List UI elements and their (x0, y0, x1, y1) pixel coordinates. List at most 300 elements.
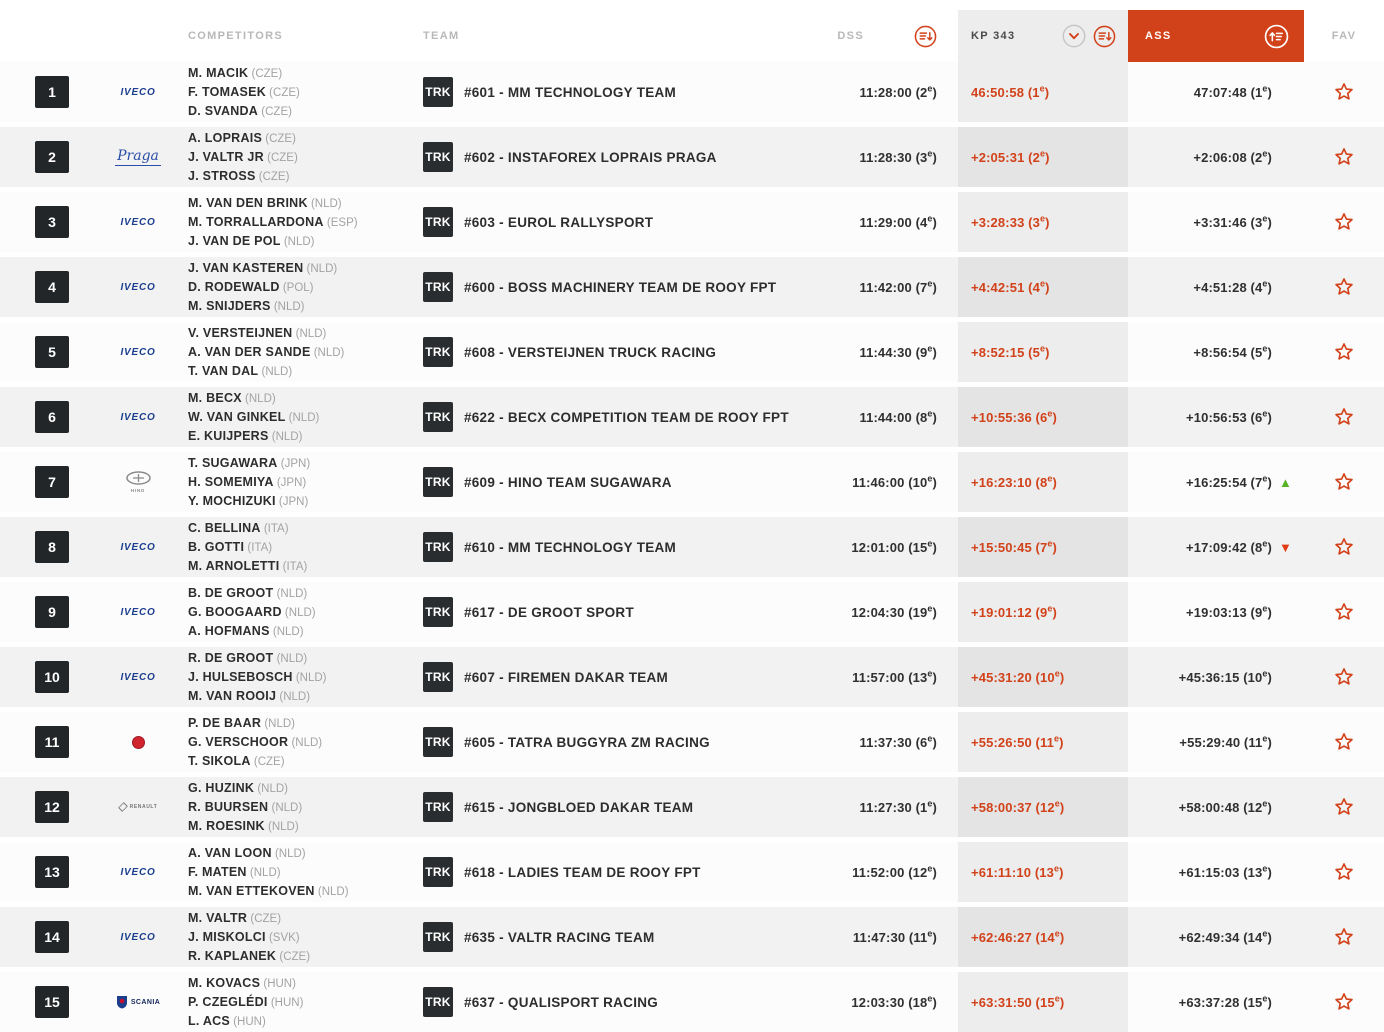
dss-time: 11:37:30 (6e) (859, 733, 937, 750)
dss-time: 11:47:30 (11e) (852, 928, 937, 945)
competitor-line (188, 427, 302, 446)
star-icon (1333, 731, 1355, 753)
star-icon (1333, 666, 1355, 688)
kp-sort-icon (1093, 25, 1116, 48)
competitor-name: P. DE BAAR (188, 715, 262, 730)
ranking-row[interactable] (0, 712, 1384, 772)
team-cell (423, 452, 823, 512)
rank-cell (0, 387, 88, 447)
rank-badge: 11 (35, 726, 69, 758)
competitor-line (188, 102, 292, 121)
team-cell (423, 192, 823, 252)
kp-time-cell (958, 777, 1128, 837)
competitor-country: (NLD) (254, 782, 289, 795)
rank-badge: 8 (35, 531, 69, 563)
competitor-name: D. RODEWALD (188, 279, 280, 294)
team-name: #600 - BOSS MACHINERY TEAM DE ROOY FPT (464, 279, 777, 295)
brand-cell (88, 62, 188, 122)
competitor-line (188, 343, 344, 362)
kp-time: +62:46:27 (14e) (971, 928, 1065, 945)
competitor-name: J. STROSS (188, 168, 256, 183)
competitor-line (188, 362, 292, 381)
brand-cell (88, 257, 188, 317)
competitors-list (188, 192, 423, 252)
ass-time: +62:49:34 (14e) (1178, 928, 1272, 945)
rank-badge: 15 (35, 986, 69, 1018)
ass-time: +10:56:53 (6e) (1186, 408, 1272, 425)
ass-time-cell (1128, 972, 1304, 1032)
rank-cell (0, 322, 88, 382)
competitor-country: (JPN) (277, 457, 311, 470)
fav-cell (1304, 452, 1384, 512)
dss-time-cell (823, 257, 958, 317)
competitors-list (188, 517, 423, 577)
competitors-list (188, 712, 423, 772)
competitor-name: J. MISKOLCI (188, 929, 266, 944)
rank-badge: 14 (35, 921, 69, 953)
fav-cell (1304, 387, 1384, 447)
rank-cell (0, 62, 88, 122)
dss-time: 11:28:00 (2e) (859, 83, 937, 100)
favorite-star-button[interactable] (1331, 859, 1357, 885)
competitor-line (188, 232, 315, 251)
trend-down-icon: ▼ (1279, 539, 1292, 555)
competitor-line (188, 622, 304, 641)
trend-up-icon: ▲ (1279, 474, 1292, 490)
kp-time-cell (958, 712, 1128, 772)
competitor-country: (POL) (279, 281, 314, 294)
competitor-line (188, 519, 289, 538)
ranking-row[interactable] (0, 777, 1384, 837)
competitor-country: (NLD) (292, 327, 327, 340)
kp-time-cell (958, 257, 1128, 317)
ass-sort-button[interactable] (1264, 24, 1289, 49)
competitor-name: J. HULSEBOSCH (188, 669, 293, 684)
competitor-name: L. ACS (188, 1013, 231, 1028)
kp-dropdown-button[interactable] (1062, 24, 1086, 48)
favorite-star-button[interactable] (1331, 469, 1357, 495)
competitor-name: J. VAN KASTEREN (188, 260, 304, 275)
brand-cell (88, 517, 188, 577)
fav-cell (1304, 842, 1384, 902)
competitor-line (188, 129, 296, 148)
ass-time-cell (1128, 387, 1304, 447)
competitor-line (188, 687, 310, 706)
fav-cell (1304, 127, 1384, 187)
competitor-name: G. BOOGAARD (188, 604, 282, 619)
dss-time-cell (823, 127, 958, 187)
dss-sort-icon (914, 25, 937, 48)
brand-logo-iveco: IVECO (120, 281, 156, 293)
star-icon (1333, 536, 1355, 558)
competitor-name: M. ARNOLETTI (188, 558, 280, 573)
rank-badge: 3 (35, 206, 69, 238)
team-cell (423, 712, 823, 772)
ass-time: +55:29:40 (11e) (1179, 733, 1272, 750)
ranking-row[interactable] (0, 127, 1384, 187)
ass-time-cell (1128, 712, 1304, 772)
dss-time-cell (823, 647, 958, 707)
ranking-row[interactable] (0, 517, 1384, 577)
ass-column-label: ASS (1145, 30, 1172, 42)
competitor-line (188, 603, 316, 622)
competitor-name: M. KOVACS (188, 975, 261, 990)
competitor-line (188, 194, 342, 213)
ass-time-cell (1128, 192, 1304, 252)
kp-time: +19:01:12 (9e) (971, 603, 1057, 620)
category-badge: TRK (423, 532, 453, 562)
competitor-line (188, 668, 327, 687)
kp-sort-button[interactable] (1093, 25, 1116, 48)
dss-time-cell (823, 322, 958, 382)
competitor-country: (NLD) (258, 365, 293, 378)
ranking-row[interactable] (0, 582, 1384, 642)
kp-time: +2:05:31 (2e) (971, 148, 1050, 165)
competitor-country: (NLD) (264, 820, 299, 833)
star-icon (1333, 341, 1355, 363)
rank-badge: 5 (35, 336, 69, 368)
ass-time: +45:36:15 (10e) (1178, 668, 1272, 685)
kp-time: +3:28:33 (3e) (971, 213, 1050, 230)
dss-sort-button[interactable] (914, 25, 937, 48)
dss-time-cell (823, 517, 958, 577)
team-name: #615 - JONGBLOED DAKAR TEAM (464, 799, 694, 815)
team-name: #603 - EUROL RALLYSPORT (464, 214, 654, 230)
dss-time-cell (823, 62, 958, 122)
ass-time: +16:25:54 (7e) (1186, 473, 1272, 490)
competitor-name: M. MACIK (188, 65, 249, 80)
renault-diamond-icon (118, 802, 128, 812)
competitor-line (188, 213, 358, 232)
rank-badge: 2 (35, 141, 69, 173)
ass-time-cell (1128, 452, 1304, 512)
favorite-star-button[interactable] (1331, 274, 1357, 300)
category-badge: TRK (423, 337, 453, 367)
competitor-line (188, 817, 299, 836)
star-icon (1333, 601, 1355, 623)
competitor-name: T. VAN DAL (188, 363, 259, 378)
competitor-line (188, 863, 281, 882)
brand-cell (88, 582, 188, 642)
ranking-row[interactable] (0, 322, 1384, 382)
competitor-country: (NLD) (261, 717, 295, 730)
brand-cell (88, 712, 188, 772)
star-icon (1333, 861, 1355, 883)
category-badge: TRK (423, 272, 453, 302)
competitor-name: A. VAN LOON (188, 845, 272, 860)
ass-time-cell (1128, 582, 1304, 642)
competitor-name: F. MATEN (188, 864, 247, 879)
favorite-star-button[interactable] (1331, 989, 1357, 1015)
competitor-name: M. SNIJDERS (188, 298, 271, 313)
dss-column-label: DSS (837, 30, 864, 42)
scania-shield-icon (116, 995, 128, 1009)
dss-time-cell (823, 777, 958, 837)
competitor-name: M. VAN ROOIJ (188, 688, 277, 703)
dss-time: 11:29:00 (4e) (859, 213, 937, 230)
competitor-country: (NLD) (270, 300, 305, 313)
competitor-name: A. VAN DER SANDE (188, 344, 311, 359)
ass-time-cell (1128, 777, 1304, 837)
dss-time-cell (823, 452, 958, 512)
fav-cell (1304, 582, 1384, 642)
fav-column-label: FAV (1331, 30, 1357, 42)
favorite-star-button[interactable] (1331, 924, 1357, 950)
favorite-star-button[interactable] (1331, 664, 1357, 690)
ass-time: +61:15:03 (13e) (1178, 863, 1272, 880)
ass-time: +2:06:08 (2e) (1193, 148, 1272, 165)
competitors-list (188, 62, 423, 122)
competitor-country: (CZE) (262, 132, 296, 145)
category-badge: TRK (423, 597, 453, 627)
competitor-country: (NLD) (241, 392, 276, 405)
category-badge: TRK (423, 727, 453, 757)
favorite-star-button[interactable] (1331, 599, 1357, 625)
brand-cell (88, 777, 188, 837)
kp-time-cell (958, 127, 1128, 187)
team-cell (423, 127, 823, 187)
dss-time-cell (823, 192, 958, 252)
competitor-country: (NLD) (273, 652, 308, 665)
competitor-country: (CZE) (255, 170, 290, 183)
competitors-list (188, 647, 423, 707)
competitors-list (188, 582, 423, 642)
competitor-name: T. SUGAWARA (188, 455, 278, 470)
brand-logo-iveco: IVECO (120, 411, 156, 423)
competitor-line (188, 278, 314, 297)
rank-cell (0, 777, 88, 837)
competitor-name: M. BECX (188, 390, 242, 405)
ass-time-cell (1128, 842, 1304, 902)
fav-cell (1304, 62, 1384, 122)
competitor-line (188, 259, 337, 278)
rank-badge: 13 (35, 856, 69, 888)
fav-cell (1304, 517, 1384, 577)
competitor-line (188, 752, 285, 771)
ranking-row[interactable] (0, 452, 1384, 512)
competitor-line (188, 909, 281, 928)
rank-badge: 6 (35, 401, 69, 433)
competitor-line (188, 148, 298, 167)
competitor-line (188, 649, 307, 668)
ass-time-cell (1128, 647, 1304, 707)
ranking-row[interactable] (0, 907, 1384, 967)
ass-time-cell (1128, 127, 1304, 187)
competitor-country: (NLD) (314, 885, 349, 898)
rank-cell (0, 972, 88, 1032)
competitor-line (188, 993, 303, 1012)
competitor-country: (HUN) (230, 1015, 266, 1028)
favorite-star-button[interactable] (1331, 209, 1357, 235)
dss-time-cell (823, 712, 958, 772)
kp-time-cell (958, 192, 1128, 252)
favorite-star-button[interactable] (1331, 534, 1357, 560)
ass-time: +17:09:42 (8e) (1186, 538, 1272, 555)
rank-cell (0, 192, 88, 252)
favorite-star-button[interactable] (1331, 404, 1357, 430)
competitor-country: (NLD) (268, 801, 303, 814)
competitor-country: (NLD) (269, 625, 304, 638)
competitor-name: J. VALTR JR (188, 149, 264, 164)
ass-time: +3:31:46 (3e) (1193, 213, 1272, 230)
competitor-country: (NLD) (310, 346, 345, 359)
table-header (0, 0, 1384, 62)
brand-cell (88, 387, 188, 447)
competitor-name: W. VAN GINKEL (188, 409, 286, 424)
favorite-star-button[interactable] (1331, 79, 1357, 105)
competitor-name: J. VAN DE POL (188, 233, 281, 248)
dss-time-cell (823, 582, 958, 642)
ranking-row[interactable] (0, 192, 1384, 252)
competitor-country: (NLD) (303, 262, 338, 275)
rank-cell (0, 517, 88, 577)
competitor-line (188, 473, 306, 492)
rank-badge: 7 (35, 466, 69, 498)
ranking-row[interactable] (0, 387, 1384, 447)
team-name: #635 - VALTR RACING TEAM (464, 929, 655, 945)
team-cell (423, 777, 823, 837)
dss-time-cell (823, 972, 958, 1032)
kp-time-cell (958, 842, 1128, 902)
competitor-name: M. VALTR (188, 910, 248, 925)
star-icon (1333, 81, 1355, 103)
dss-time: 11:44:30 (9e) (859, 343, 937, 360)
competitor-country: (NLD) (292, 671, 327, 684)
team-cell (423, 972, 823, 1032)
ranking-row[interactable] (0, 257, 1384, 317)
rank-cell (0, 257, 88, 317)
brand-cell (88, 842, 188, 902)
team-cell (423, 582, 823, 642)
rank-column-header (0, 10, 88, 62)
competitor-country: (NLD) (285, 411, 320, 424)
competitor-country: (NLD) (276, 690, 311, 703)
kp-time-cell (958, 452, 1128, 512)
brand-logo-iveco: IVECO (120, 606, 156, 618)
kp-time: +61:11:10 (13e) (971, 863, 1064, 880)
brand-column-header (88, 10, 188, 62)
kp-time-cell (958, 322, 1128, 382)
ass-column-header (1128, 10, 1304, 62)
rank-cell (0, 127, 88, 187)
kp-time: +10:55:36 (6e) (971, 408, 1057, 425)
brand-logo-iveco: IVECO (120, 346, 156, 358)
kp-time: 46:50:58 (1e) (971, 83, 1050, 100)
brand-logo-iveco: IVECO (120, 671, 156, 683)
brand-cell (88, 192, 188, 252)
category-badge: TRK (423, 662, 453, 692)
competitor-country: (JPN) (273, 476, 307, 489)
brand-logo-tatra (132, 736, 145, 749)
competitor-country: (NLD) (280, 235, 315, 248)
favorite-star-button[interactable] (1331, 794, 1357, 820)
rank-cell (0, 452, 88, 512)
kp-time-cell (958, 517, 1128, 577)
competitor-country: (NLD) (268, 430, 303, 443)
brand-logo-iveco: IVECO (120, 866, 156, 878)
competitor-name: R. DE GROOT (188, 650, 274, 665)
rank-cell (0, 712, 88, 772)
kp-time-cell (958, 387, 1128, 447)
ass-time-cell (1128, 62, 1304, 122)
kp-time: +8:52:15 (5e) (971, 343, 1050, 360)
rank-cell (0, 842, 88, 902)
competitor-line (188, 83, 300, 102)
category-badge: TRK (423, 792, 453, 822)
competitor-country: (CZE) (248, 67, 283, 80)
fav-column-header (1304, 10, 1384, 62)
category-badge: TRK (423, 142, 453, 172)
competitor-country: (CZE) (250, 755, 285, 768)
competitor-name: V. VERSTEIJNEN (188, 325, 293, 340)
competitor-line (188, 584, 307, 603)
competitor-line (188, 557, 307, 576)
category-badge: TRK (423, 207, 453, 237)
ranking-row[interactable] (0, 972, 1384, 1032)
kp-time-cell (958, 62, 1128, 122)
kp-time-cell (958, 647, 1128, 707)
star-icon (1333, 276, 1355, 298)
ass-time-cell (1128, 322, 1304, 382)
category-badge: TRK (423, 402, 453, 432)
competitor-line (188, 798, 302, 817)
competitor-country: (JPN) (275, 495, 309, 508)
dss-time-cell (823, 387, 958, 447)
ass-time: +19:03:13 (9e) (1186, 603, 1272, 620)
category-badge: TRK (423, 922, 453, 952)
dss-column-header (823, 10, 958, 62)
brand-cell (88, 452, 188, 512)
ass-time: +8:56:54 (5e) (1193, 343, 1272, 360)
competitor-country: (CZE) (265, 86, 300, 99)
team-name: #622 - BECX COMPETITION TEAM DE ROOY FPT (464, 409, 789, 425)
favorite-star-button[interactable] (1331, 144, 1357, 170)
competitor-country: (ITA) (260, 522, 289, 535)
category-badge: TRK (423, 987, 453, 1017)
kp-time: +4:42:51 (4e) (971, 278, 1050, 295)
competitor-name: F. TOMASEK (188, 84, 266, 99)
brand-logo-iveco: IVECO (120, 541, 156, 553)
competitor-country: (NLD) (307, 197, 342, 210)
competitors-list (188, 777, 423, 837)
ranking-row[interactable] (0, 62, 1384, 122)
competitors-list (188, 322, 423, 382)
competitor-line (188, 733, 322, 752)
favorite-star-button[interactable] (1331, 729, 1357, 755)
fav-cell (1304, 907, 1384, 967)
competitor-line (188, 324, 326, 343)
ranking-row[interactable] (0, 842, 1384, 902)
ranking-row[interactable] (0, 647, 1384, 707)
competitor-country: (NLD) (288, 736, 323, 749)
competitor-line (188, 389, 276, 408)
dss-time: 11:42:00 (7e) (859, 278, 937, 295)
brand-logo-iveco: IVECO (120, 931, 156, 943)
favorite-star-button[interactable] (1331, 339, 1357, 365)
team-column-label: TEAM (423, 30, 460, 42)
dss-time: 12:04:30 (19e) (851, 603, 937, 620)
dss-time: 12:03:30 (18e) (851, 993, 937, 1010)
dss-time: 11:44:00 (8e) (859, 408, 937, 425)
competitors-list (188, 387, 423, 447)
team-name: #601 - MM TECHNOLOGY TEAM (464, 84, 677, 100)
competitor-name: C. BELLINA (188, 520, 261, 535)
rank-cell (0, 647, 88, 707)
competitors-column-header (188, 10, 423, 62)
team-column-header (423, 10, 823, 62)
brand-logo-hino: HINO (125, 471, 152, 493)
hino-ellipse-icon (125, 471, 152, 487)
